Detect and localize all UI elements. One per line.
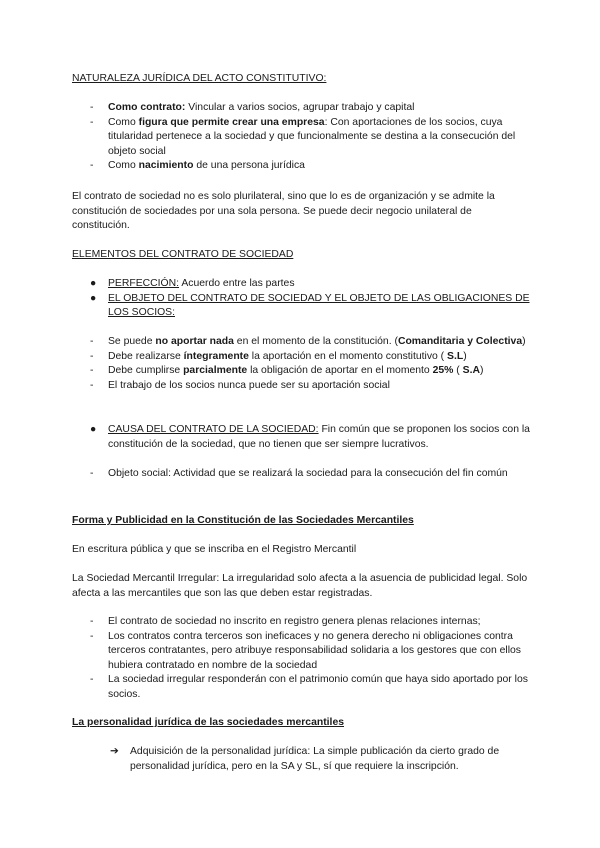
paragraph-contrato: El contrato de sociedad no es solo plurilateral, sino que lo es de organización y se admite la constitución de sociedades por una sola persona. Se puede decir negocio unilateral de constitución.	[72, 191, 495, 231]
irregular-list	[72, 615, 532, 702]
arrow-marker: ➔	[110, 746, 119, 757]
elementos-bullets	[72, 277, 532, 321]
list-item: - El trabajo de los socios nunca puede ser su aportación social	[72, 379, 532, 394]
naturaleza-list	[72, 101, 532, 174]
dash-marker: -	[90, 336, 94, 347]
heading-personalidad: La personalidad jurídica de las sociedades mercantiles	[72, 717, 344, 728]
list-item: - El contrato de sociedad no inscrito en registro genera plenas relaciones internas;	[72, 615, 532, 630]
dash-marker: -	[90, 350, 94, 362]
paragraph-escritura: En escritura pública y que se inscriba en el Registro Mercantil	[72, 544, 357, 555]
dash-marker: -	[90, 102, 94, 113]
personalidad-list	[72, 745, 532, 774]
heading-forma-publicidad: Forma y Publicidad en la Constitución de las Sociedades Mercantiles	[72, 515, 414, 526]
heading-naturaleza	[72, 72, 532, 87]
list-item: ● EL OBJETO DEL CONTRATO DE SOCIEDAD Y EL OBJETO DE LAS OBLIGACIONES DE LOS SOCIOS:	[90, 292, 530, 318]
list-item: - Los contratos contra terceros son ineficaces y no genera derecho ni obligaciones contra terceros contratantes, pero atribuye responsabilidad solidaria a los gestores que con ellos hubiera contratado en nombre de la sociedad	[90, 630, 521, 671]
list-item: - Objeto social: Actividad que se realizará la sociedad para la consecución del fin común	[72, 467, 532, 482]
causa-bullets	[72, 423, 532, 452]
aportacion-list	[72, 335, 532, 393]
list-item: - Como nacimiento de una persona jurídica	[72, 159, 532, 174]
dash-marker: -	[90, 468, 94, 479]
list-item: - Como contrato: Vincular a varios socios, agrupar trabajo y capital	[72, 101, 532, 116]
list-item: - La sociedad irregular responderán con el patrimonio común que haya sido aportado por los socios.	[90, 674, 528, 700]
dash-marker: -	[90, 379, 94, 391]
dash-marker: -	[90, 616, 94, 627]
list-item: - Debe realizarse íntegramente la aportación en el momento constitutivo ( S.L)	[72, 350, 532, 365]
heading-text: NATURALEZA JURÍDICA DEL ACTO CONSTITUTIVO:	[72, 73, 327, 84]
dash-marker: -	[90, 116, 94, 128]
list-item: ➔ Adquisición de la personalidad jurídica: La simple publicación da cierto grado de personalidad jurídica, pero en la SA y SL, sí que requiere la inscripción.	[110, 746, 500, 772]
heading-elementos: ELEMENTOS DEL CONTRATO DE SOCIEDAD	[72, 249, 294, 260]
bullet-marker: ●	[90, 278, 97, 289]
list-item: - Se puede no aportar nada en el momento de la constitución. (Comanditaria y Colectiva)	[72, 335, 532, 350]
list-item: - Debe cumplirse parcialmente la obligación de aportar en el momento 25% ( S.A)	[72, 364, 532, 379]
list-item: - Como figura que permite crear una empresa: Con aportaciones de los socios, cuya titularidad pertenece a la sociedad y que funcionalmente se destina a la consecución del objeto social	[90, 116, 516, 157]
list-item: ● CAUSA DEL CONTRATO DE LA SOCIEDAD: Fin común que se proponen los socios con la constitución de la sociedad, que no tienen que ser siempre lucrativos.	[90, 424, 530, 450]
dash-marker: -	[90, 674, 94, 685]
bullet-marker: ●	[90, 292, 97, 304]
dash-marker: -	[90, 160, 94, 171]
paragraph-irregular: La Sociedad Mercantil Irregular: La irregularidad solo afecta a la asuencia de publicidad legal. Solo afecta a las mercantiles que son las que deben estar registradas.	[72, 573, 528, 599]
objeto-list	[72, 467, 532, 482]
dash-marker: -	[90, 630, 94, 642]
list-item: ● PERFECCIÓN: Acuerdo entre las partes	[72, 277, 532, 292]
dash-marker: -	[90, 365, 94, 376]
bullet-marker: ●	[90, 424, 97, 435]
